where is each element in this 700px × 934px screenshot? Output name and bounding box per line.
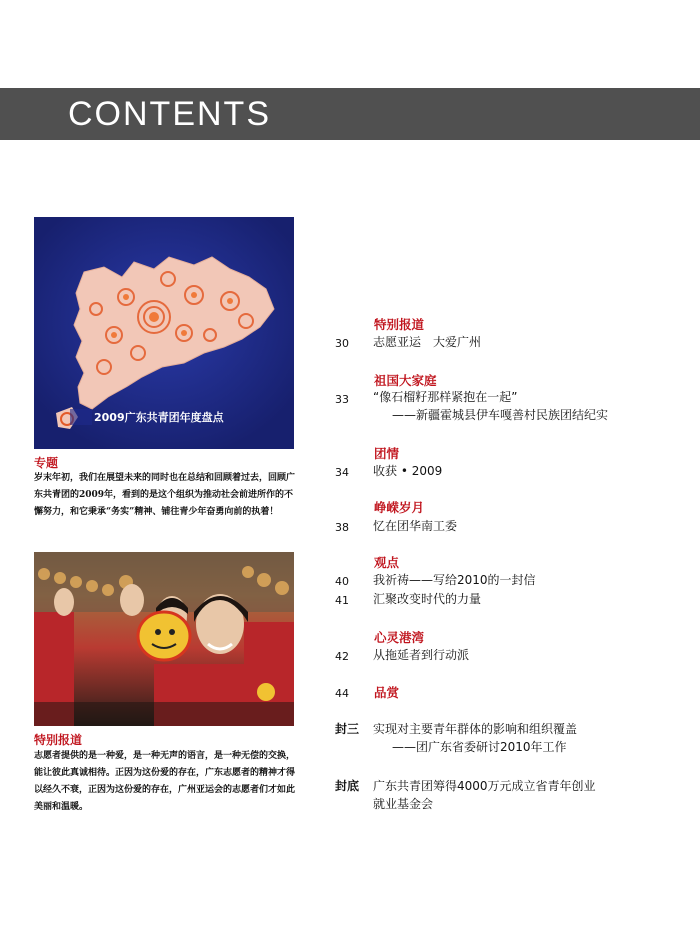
toc-page-number: 封三 [335,722,360,736]
toc-page-number: 30 [335,337,349,350]
toc-category[interactable]: 特别报道 [374,317,425,332]
toc-page-number: 44 [335,687,349,700]
volunteers-photo-graphic [34,552,294,726]
toc-item-title[interactable]: 忆在团华南工委 [373,519,458,533]
toc-category[interactable]: 祖国大家庭 [374,373,437,388]
toc-item-title[interactable]: 我祈祷——写给2010的一封信 [373,573,536,587]
toc-item-title[interactable]: 志愿亚运 大爱广州 [373,335,482,349]
map-caption: 2009广东共青团年度盘点 [94,411,224,424]
toc-item-title[interactable]: 汇聚改变时代的力量 [373,592,482,606]
toc-page-number: 34 [335,466,349,479]
toc-page-number: 41 [335,594,349,607]
toc-page-number: 40 [335,575,349,588]
toc-category[interactable]: 团情 [374,446,400,461]
header-band [0,88,700,140]
toc-item-title-continued: 就业基金会 [373,797,434,811]
toc-category[interactable]: 心灵港湾 [374,630,425,645]
toc-category[interactable]: 峥嵘岁月 [374,500,425,515]
feature-blurb: 岁末年初，我们在展望未来的同时也在总结和回顾着过去，回顾广东共青团的2009年，看到的是这个组织为推动社会前进所作的不懈努力，和它秉承“务实”精神、铺往青少年奋勇向前的执着！ [34,473,296,517]
page-title: CONTENTS [68,95,271,133]
toc-item-title[interactable]: “像石榴籽那样紧抱在一起” [373,390,518,404]
toc-page-number: 封底 [335,779,360,793]
report-label: 特别报道 [34,733,83,747]
feature-map-image [34,217,294,449]
toc-category[interactable]: 观点 [374,555,400,570]
toc-item-title[interactable]: 收获 • 2009 [373,464,443,478]
toc-page-number: 38 [335,521,349,534]
toc-item-title[interactable]: 从拖延者到行动派 [373,648,470,662]
toc-page-number: 33 [335,393,349,406]
feature-label: 专题 [34,456,59,470]
toc-item-subtitle: ——新疆霍城县伊车嘎善村民族团结纪实 [392,408,609,422]
toc-item-title[interactable]: 广东共青团筹得4000万元成立省青年创业 [373,779,596,793]
toc-page-number: 42 [335,650,349,663]
volunteers-photo [34,552,294,726]
report-blurb: 志愿者提供的是一种爱，是一种无声的语言，是一种无偿的交换，能让彼此真诚相待。正因为这份爱的存在，广东志愿者的精神才得以经久不衰，正因为这份爱的存在，广州亚运会的志愿者们才如此美丽和温暖。 [34,751,296,812]
toc-item-subtitle: ——团广东省委研讨2010年工作 [392,740,567,754]
toc-item-title[interactable]: 实现对主要青年群体的影响和组织覆盖 [373,722,578,736]
toc-category[interactable]: 品赏 [374,685,400,700]
